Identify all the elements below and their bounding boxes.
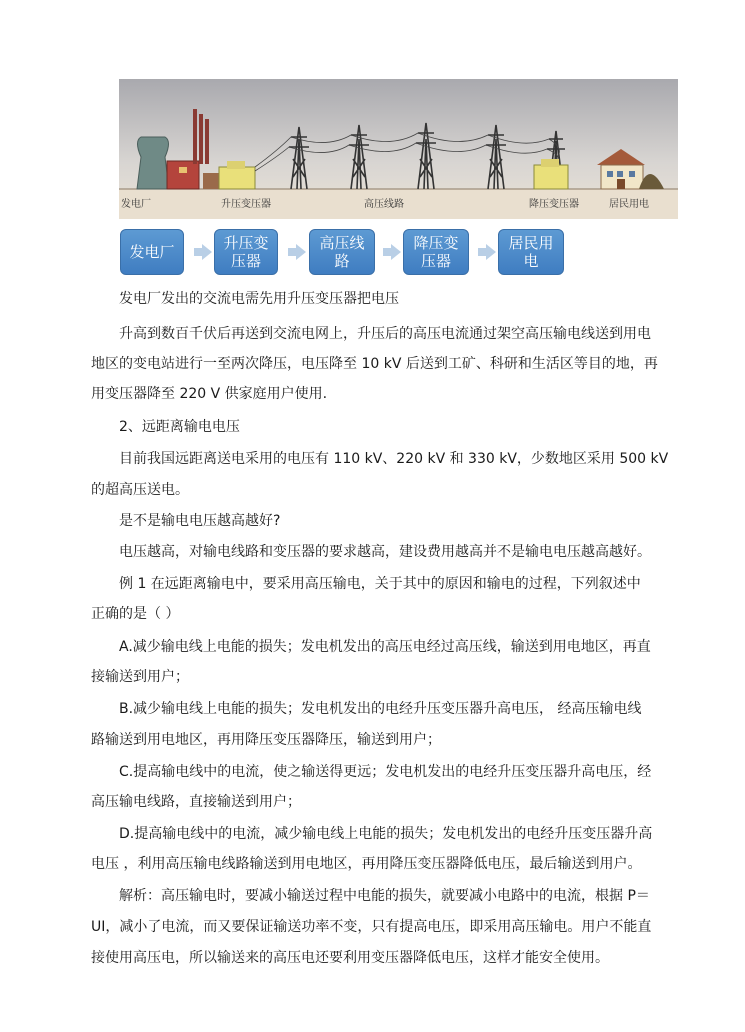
flow-step-residential: 居民用 电 xyxy=(498,229,564,275)
caption-residential: 居民用电 xyxy=(609,199,649,210)
flow-step-hv-line: 高压线 路 xyxy=(309,229,375,275)
example-line-2: 正确的是（ ） xyxy=(91,606,180,622)
option-c-line-1: C.提高输电线中的电流，使之输送得更远；发电机发出的电经升压变压器升高电压，经 xyxy=(119,764,652,780)
flow-arrow-icon xyxy=(296,244,306,260)
analysis-line-3: 接使用高压电，所以输送来的高压电还要利用变压器降低电压，这样才能安全使用。 xyxy=(91,950,609,966)
flow-step-step-up: 升压变 压器 xyxy=(214,229,278,275)
caption-step-down: 降压变压器 xyxy=(529,199,579,210)
option-c-line-2: 高压输电线路，直接输送到用户； xyxy=(91,794,301,810)
paragraph-2-line-1: 升高到数百千伏后再送到交流电网上，升压后的高压电流通过架空高压输电线送到用电 xyxy=(119,326,651,342)
section-heading: 2、远距离输电电压 xyxy=(119,419,240,435)
caption-step-up: 升压变压器 xyxy=(221,199,271,210)
paragraph-3-line-1: 目前我国远距离送电采用的电压有 110 kV、220 kV 和 330 kV，少数地区采用 500 kV xyxy=(119,451,669,467)
caption-power-plant: 发电厂 xyxy=(121,199,151,210)
question: 是不是输电电压越高越好? xyxy=(119,513,281,529)
analysis-line-1: 解析：高压输电时，要减小输送过程中电能的损失，就要减小电路中的电流，根据 P＝ xyxy=(119,888,650,904)
option-b-line-1: B.减少输电线上电能的损失；发电机发出的电经升压变压器升高电压， 经高压输电线 xyxy=(119,701,642,717)
option-b-line-2: 路输送到用电地区，再用降压变压器降压，输送到用户； xyxy=(91,732,441,748)
option-d-line-2: 电压 ，利用高压输电线路输送到用电地区，再用降压变压器降低电压，最后输送到用户。 xyxy=(91,856,642,872)
paragraph-2-line-2: 地区的变电站进行一至两次降压，电压降至 10 kV 后送到工矿、科研和生活区等目的地，再 xyxy=(91,356,658,372)
flow-arrow-icon xyxy=(391,244,401,260)
option-d-line-1: D.提高输电线中的电流，减少输电线上电能的损失；发电机发出的电经升压变压器升高 xyxy=(119,826,653,842)
paragraph-4: 电压越高，对输电线路和变压器的要求越高，建设费用越高并不是输电电压越高越好。 xyxy=(119,544,651,560)
flow-step-step-down: 降压变 压器 xyxy=(403,229,469,275)
option-a-line-1: A.减少输电线上电能的损失；发电机发出的高压电经过高压线，输送到用电地区，再直 xyxy=(119,639,651,655)
example-line-1: 例 1 在远距离输电中，要采用高压输电，关于其中的原因和输电的过程，下列叙述中 xyxy=(119,576,641,592)
paragraph-3-line-2: 的超高压送电。 xyxy=(91,482,189,498)
flow-arrow-icon xyxy=(486,244,496,260)
paragraph-1: 发电厂发出的交流电需先用升压变压器把电压 xyxy=(119,291,399,307)
analysis-line-2: UI，减小了电流，而又要保证输送功率不变，只有提高电压，即采用高压输电。用户不能直 xyxy=(91,919,652,935)
option-a-line-2: 接输送到用户； xyxy=(91,669,189,685)
power-transmission-illustration xyxy=(119,79,678,219)
paragraph-2-line-3: 用变压器降至 220 V 供家庭用户使用. xyxy=(91,386,328,402)
flow-step-power-plant: 发电厂 xyxy=(120,229,184,275)
flow-arrow-icon xyxy=(202,244,212,260)
caption-hv-line: 高压线路 xyxy=(364,199,404,210)
